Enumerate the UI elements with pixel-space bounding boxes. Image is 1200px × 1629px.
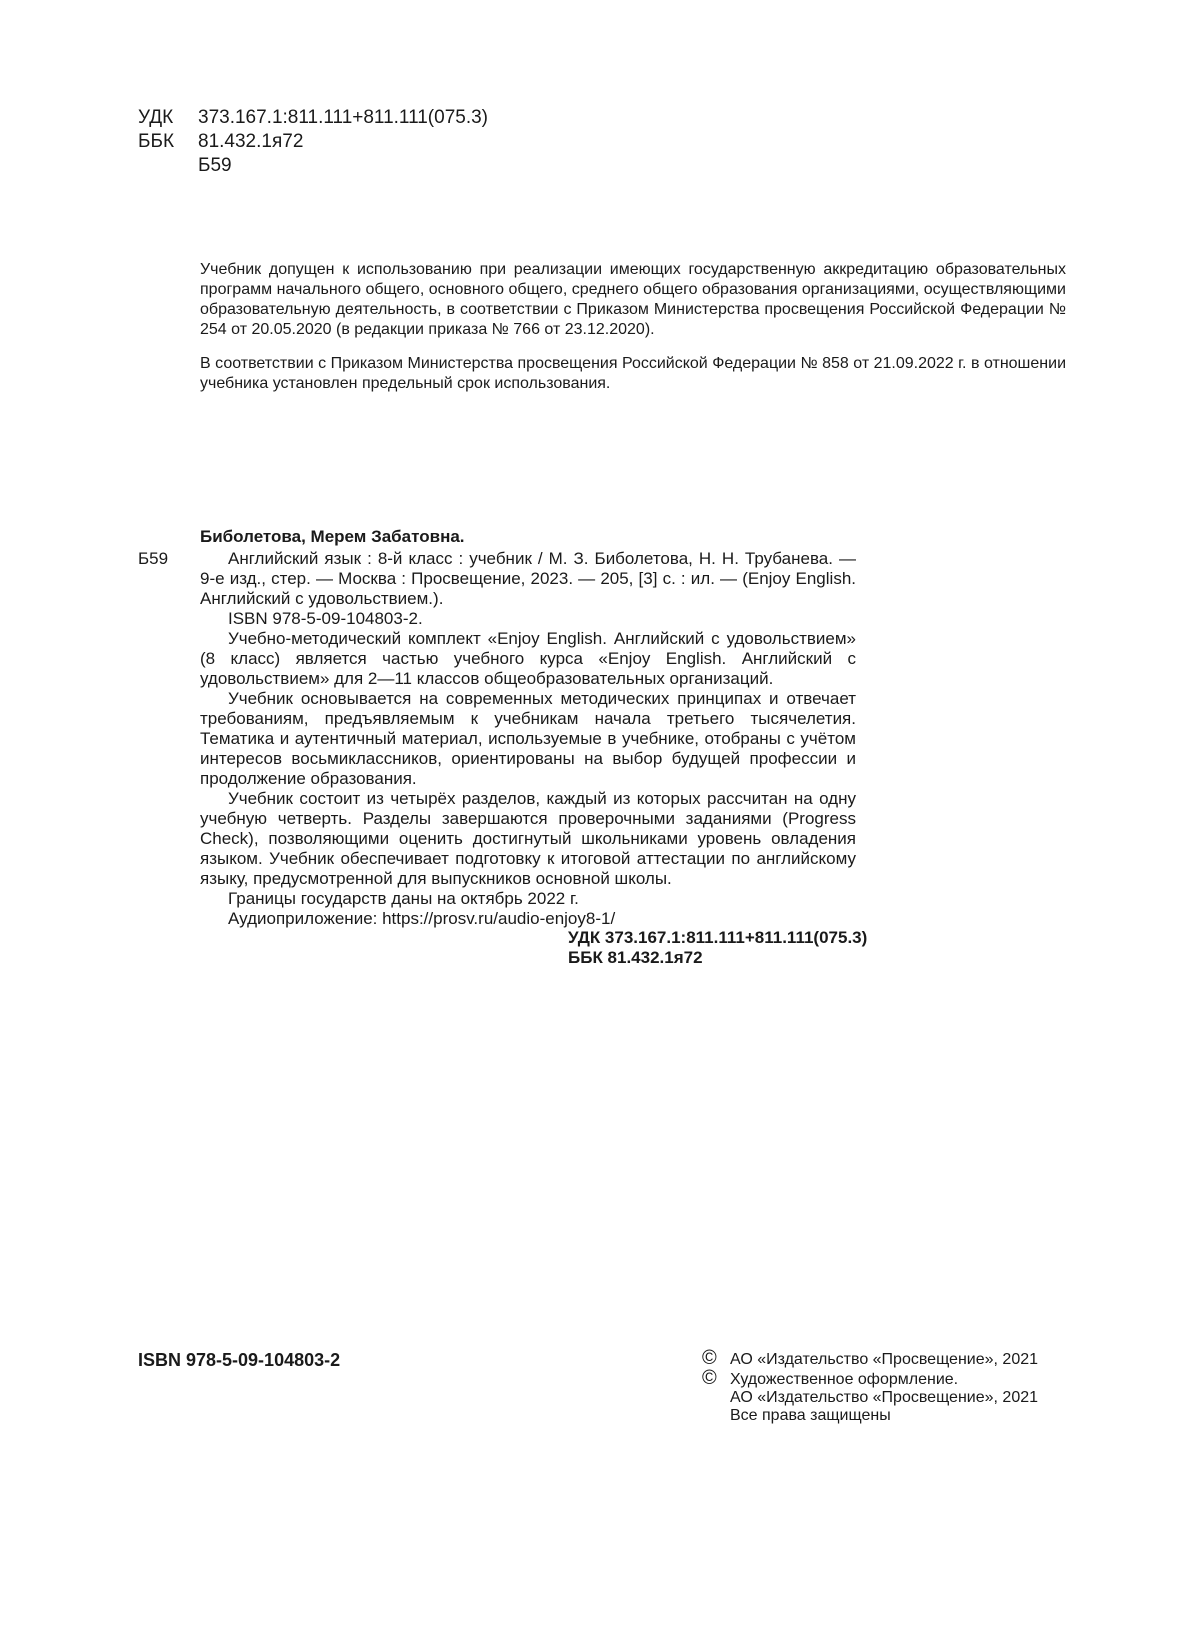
card-isbn: ISBN 978-5-09-104803-2. [228, 609, 423, 628]
rights-text: Все права защищены [730, 1407, 891, 1424]
card-borders: Границы государств даны на октябрь 2022 г. [228, 889, 579, 908]
bbk-label: ББК [138, 131, 175, 152]
card-annotation-2: Учебник основывается на современных методических принципах и отвечает требованиям, предъявляемым к учебникам начала третьего тысячелетия. Тематика и аутентичный материал, используемые в учебнике, отобраны с учётом интересов восьмиклассников, ориентированы на выбор будущей профессии и продолжение образования. [200, 689, 856, 788]
card-description: Английский язык : 8-й класс : учебник / М. З. Биболетова, Н. Н. Трубанева. — 9-е изд., стер. — Москва : Просвещение, 2023. — 205, [3] с. : ил. — (Enjoy English. Английский с удовольствием.). [200, 549, 856, 608]
footer-isbn: ISBN 978-5-09-104803-2 [138, 1350, 341, 1370]
term-limit-text: В соответствии с Приказом Министерства просвещения Российской Федерации № 858 от 21.09.2022 г. в отношении учебника установлен предельный срок использования. [200, 355, 1066, 392]
copyright-icon: © [702, 1367, 717, 1389]
bbk-value: 81.432.1я72 [198, 131, 304, 152]
card-udk-footer: УДК 373.167.1:811.111+811.111(075.3) [568, 928, 868, 947]
copyright-text-3: АО «Издательство «Просвещение», 2021 [730, 1389, 1039, 1406]
udk-value: 373.167.1:811.111+811.111(075.3) [198, 107, 489, 128]
approval-text: Учебник допущен к использованию при реализации имеющих государственную аккредитацию образовательных программ начального общего, основного общего, среднего общего образования организациями, осуществляющими образовательную деятельность, в соответствии с Приказом Министерства просвещения Российской Федерации № 254 от 20.05.2020 (в редакции приказа № 766 от 23.12.2020). [200, 261, 1066, 338]
bbk-row [138, 130, 488, 154]
approval-notice [200, 260, 1066, 340]
author-mark-row [138, 154, 488, 178]
card-bbk-footer: ББК 81.432.1я72 [568, 948, 703, 967]
author-mark: Б59 [198, 155, 232, 176]
copyright-line-3 [702, 1389, 1038, 1407]
copyright-text-2: Художественное оформление. [730, 1371, 959, 1388]
udk-label: УДК [138, 107, 174, 128]
copyright-line-1 [702, 1349, 1038, 1369]
classification-block [138, 106, 488, 178]
card-annotation-1: Учебно-методический комплект «Enjoy English. Английский с удовольствием» (8 класс) является частью учебного курса «Enjoy English. Английский с удовольствием» для 2—11 классов общеобразовательных организаций. [200, 629, 856, 688]
copyright-icon: © [702, 1347, 717, 1369]
card-audio: Аудиоприложение: https://prosv.ru/audio-enjoy8-1/ [228, 909, 616, 928]
udk-row [138, 106, 488, 130]
card-mark: Б59 [138, 549, 169, 568]
term-limit-notice [200, 354, 1066, 394]
card-author-heading: Биболетова, Мерем Забатовна. [200, 527, 465, 546]
copyright-line-4 [702, 1407, 1038, 1425]
copyright-block [702, 1349, 1038, 1425]
card-annotation-3: Учебник состоит из четырёх разделов, каждый из которых рассчитан на одну учебную четверть. Разделы завершаются проверочными заданиями (Progress Check), позволяющими оценить достигнутый школьниками уровень овладения языком. Учебник обеспечивает подготовку к итоговой аттестации по английскому языку, предусмотренной для выпускников основной школы. [200, 789, 856, 888]
card-body [200, 549, 856, 929]
copyright-line-2 [702, 1369, 1038, 1389]
copyright-text-1: АО «Издательство «Просвещение», 2021 [730, 1351, 1039, 1368]
